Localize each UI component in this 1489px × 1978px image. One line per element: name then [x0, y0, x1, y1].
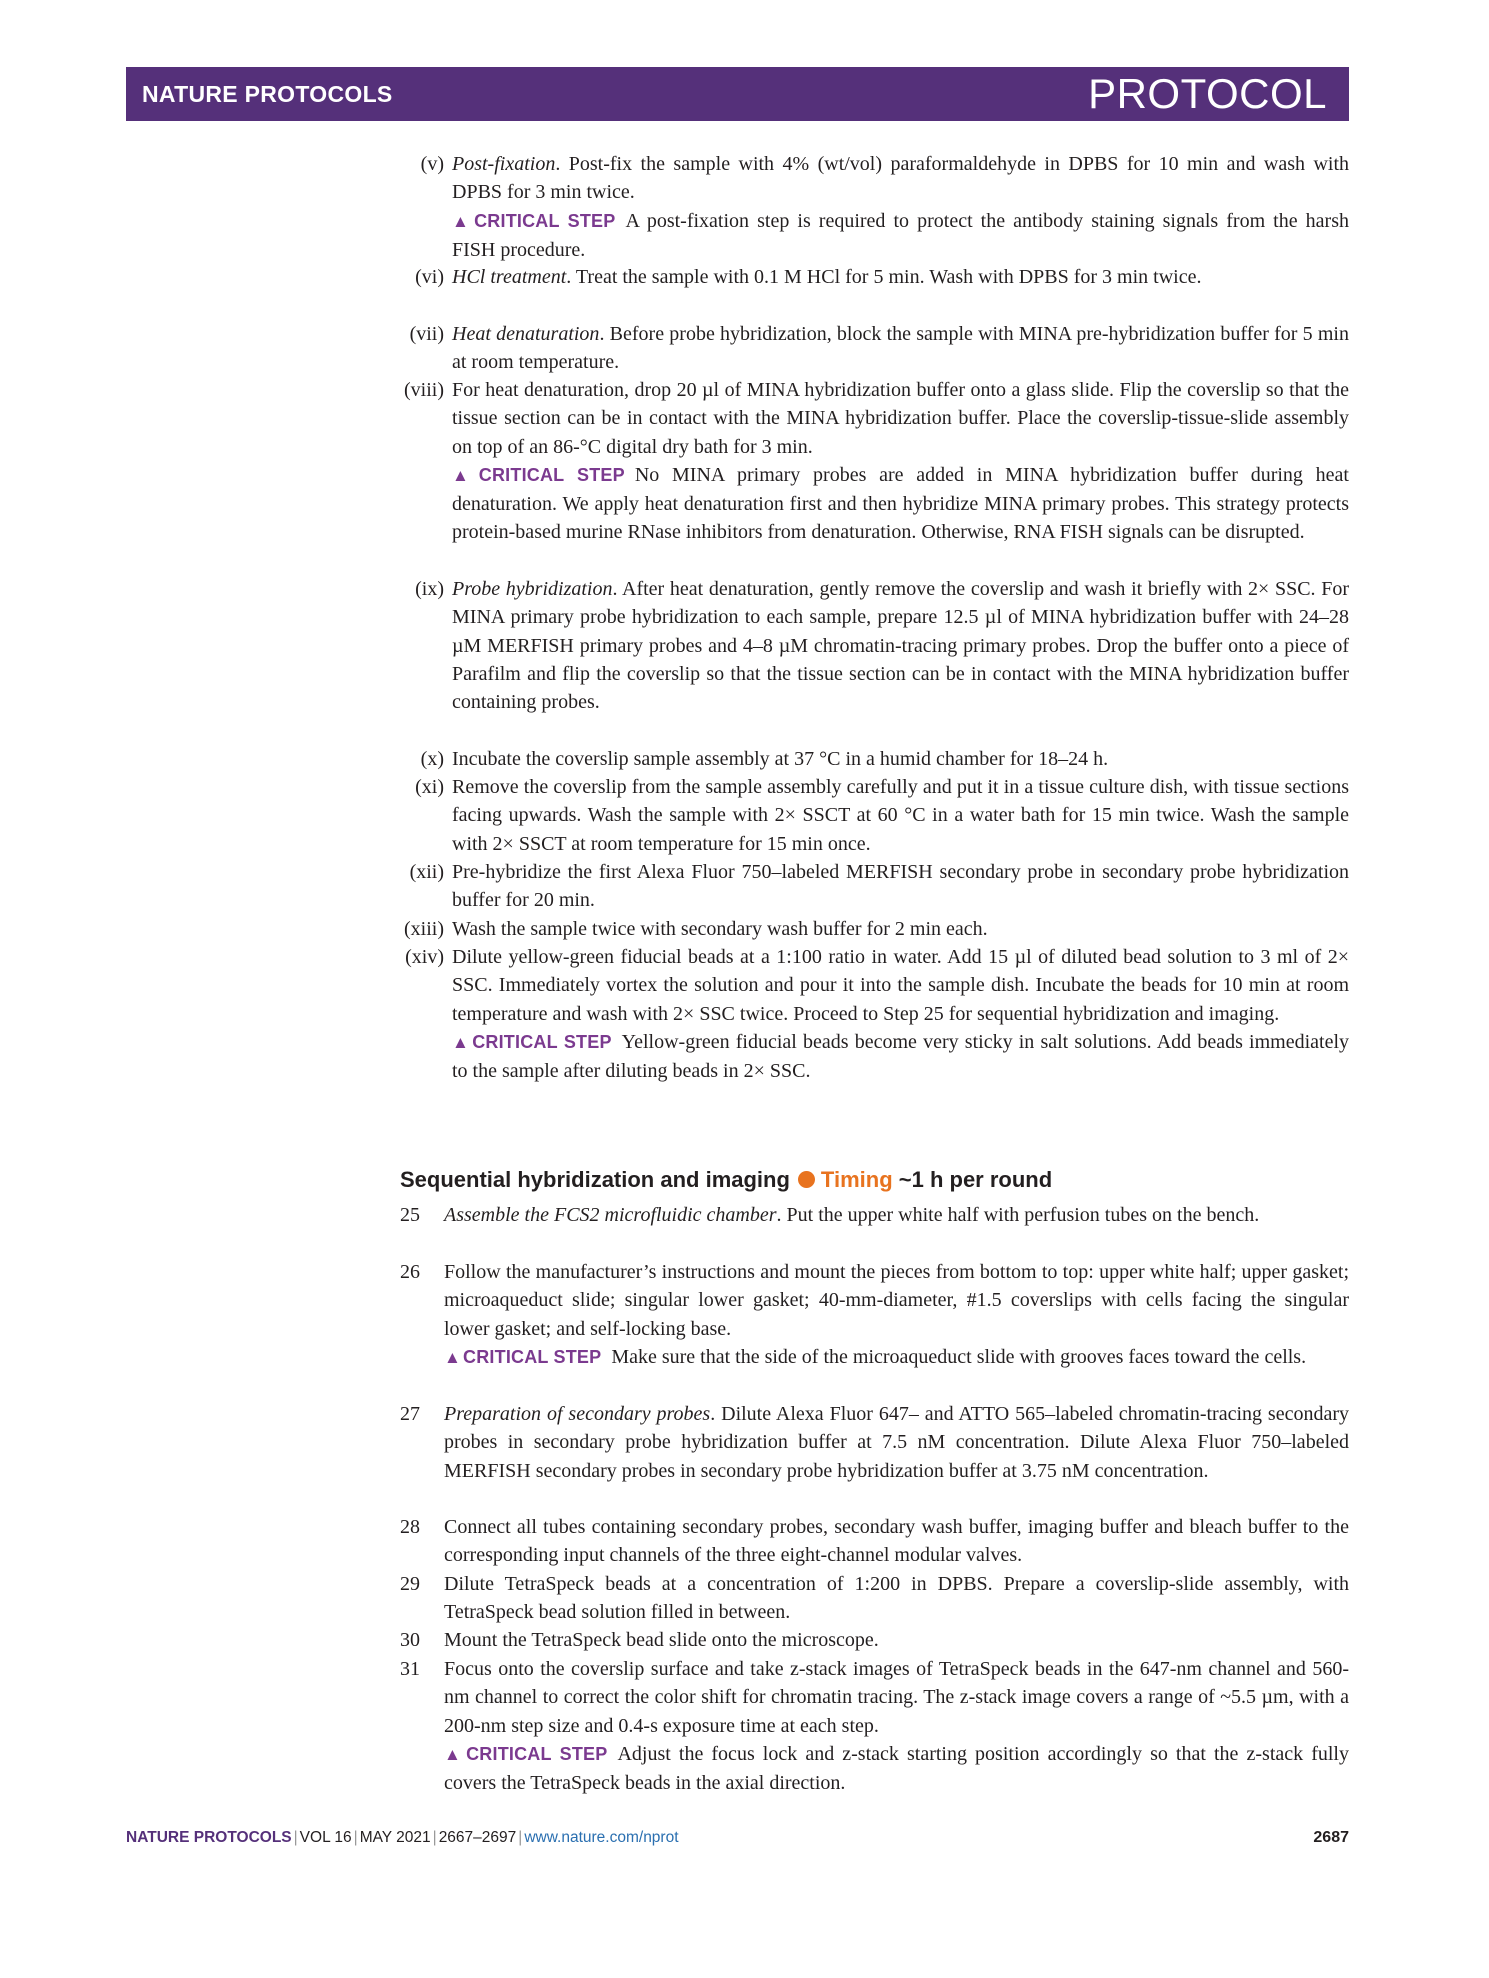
journal-name: NATURE PROTOCOLS [142, 81, 393, 107]
substep-xiii [404, 915, 1349, 943]
step-title: Assemble the FCS2 microfluidic chamber [444, 1204, 777, 1226]
critical-step-text: No MINA primary probes are added in MINA hybridization buffer during heat denaturation. We apply heat denaturation first and then hybridize MINA primary probes. This strategy protects protein-based murine RNase inhibitors from denaturation. Otherwise, RNA FISH signals can be disrupted. [452, 463, 1349, 544]
critical-step-text: Yellow-green fiducial beads become very sticky in salt solutions. Add beads immediately to the sample after diluting beads in 2× SSC. [452, 1030, 1350, 1083]
step-31 [400, 1655, 1349, 1797]
step-number: 31 [400, 1658, 420, 1680]
step-number: 29 [400, 1573, 420, 1595]
substep-text: . Before probe hybridization, block the sample with MINA pre-hybridization buffer for 5 min at room temperature. [452, 323, 1349, 374]
step-text: . Put the upper white half with perfusion tubes on the bench. [776, 1204, 1260, 1226]
substep-text: Pre-hybridize the first Alexa Fluor 750–labeled MERFISH secondary probe in secondary probe hybridization buffer for 20 min. [452, 861, 1349, 912]
footer-url-link[interactable]: www.nature.com/nprot [524, 1829, 679, 1846]
warning-triangle-icon: ▲ [452, 211, 473, 231]
critical-step-label: ▲ CRITICAL STEP [444, 1743, 608, 1764]
substep-xii [409, 858, 1349, 915]
critical-step-text: Adjust the focus lock and z-stack starting position accordingly so that the z-stack fully covers the TetraSpeck beads in the axial direction. [444, 1742, 1349, 1795]
step-number: 26 [400, 1261, 420, 1283]
substep-text: . After heat denaturation, gently remove the coverslip and wash it briefly with 2× SSC. For MINA primary probe hybridization to each sample, prepare 12.5 µl of MINA hybridization buffer with 24–28 µM MERFISH primary probes and 4–8 µM chromatin-tracing primary probes. Drop the buffer onto a piece of Parafilm and flip the coverslip so that the tissue section can be in contact with the MINA hybridization buffer containing probes. [452, 578, 1349, 714]
step-title: Preparation of secondary probes [444, 1403, 711, 1425]
critical-step-label: ▲ CRITICAL STEP [452, 1031, 612, 1052]
footer-journal: NATURE PROTOCOLS [126, 1829, 292, 1846]
step-26 [400, 1258, 1349, 1372]
substep-xi [415, 773, 1349, 858]
step-number: 25 [400, 1204, 420, 1226]
critical-step-label: ▲ CRITICAL STEP [452, 464, 625, 485]
footer-volume: VOL 16 [299, 1829, 352, 1846]
warning-triangle-icon: ▲ [444, 1347, 462, 1367]
substep-number: (xiii) [404, 918, 444, 940]
page-footer: NATURE PROTOCOLS | VOL 16 | MAY 2021 | 2667–2697 | www.nature.com/nprot 2687 [126, 1829, 1349, 1846]
timing-label: Timing [820, 1167, 893, 1192]
substep-text: Wash the sample twice with secondary wash buffer for 2 min each. [452, 918, 988, 940]
footer-date: MAY 2021 [359, 1829, 431, 1846]
warning-triangle-icon: ▲ [444, 1744, 465, 1764]
substep-xiv [405, 943, 1350, 1085]
warning-triangle-icon: ▲ [452, 1032, 471, 1052]
step-text: Dilute TetraSpeck beads at a concentration of 1:200 in DPBS. Prepare a coverslip-slide assembly, with TetraSpeck bead solution filled in between. [444, 1573, 1349, 1624]
substep-ix [415, 575, 1349, 716]
substep-text: . Post-fix the sample with 4% (wt/vol) paraformaldehyde in DPBS for 10 min and wash with DPBS for 3 min twice. [452, 153, 1349, 204]
substep-vii [409, 320, 1349, 377]
step-text: . Dilute Alexa Fluor 647– and ATTO 565–labeled chromatin-tracing secondary probes in secondary probe hybridization buffer at 7.5 nM concentration. Dilute Alexa Fluor 750–labeled MERFISH secondary probes in secondary probe hybridization buffer at 3.75 nM concentration. [444, 1403, 1349, 1482]
substep-number: (xiv) [405, 946, 444, 968]
substep-viii [404, 376, 1349, 547]
substep-number: (v) [420, 153, 444, 175]
substep-number: (xi) [415, 776, 444, 798]
substep-title: Post-fixation [452, 153, 556, 175]
step-30 [400, 1626, 1349, 1654]
substep-title: Heat denaturation [452, 323, 600, 345]
step-number: 28 [400, 1516, 420, 1538]
substep-number: (vi) [415, 266, 444, 288]
article-type: PROTOCOL [1088, 70, 1327, 117]
substep-number: (x) [420, 748, 444, 770]
step-29 [400, 1570, 1349, 1627]
section-heading [400, 1167, 1349, 1193]
substep-text: Dilute yellow-green fiducial beads at a 1:100 ratio in water. Add 15 µl of diluted bead solution to 3 ml of 2× SSC. Immediately vortex the solution and pour it into the sample dish. Incubate the beads for 10 min at room temperature and wash with 2× SSC twice. Proceed to Step 25 for sequential hybridization and imaging. [452, 946, 1349, 1025]
critical-step-label: ▲ CRITICAL STEP [452, 210, 616, 231]
section-title: Sequential hybridization and imaging [400, 1167, 790, 1192]
substep-text: . Treat the sample with 0.1 M HCl for 5 min. Wash with DPBS for 3 min twice. [566, 266, 1202, 288]
substep-text: Incubate the coverslip sample assembly at 37 °C in a humid chamber for 18–24 h. [452, 748, 1109, 770]
substep-number: (ix) [415, 578, 444, 600]
substep-vi [415, 263, 1349, 291]
substep-number: (vii) [409, 323, 444, 345]
step-text: Connect all tubes containing secondary probes, secondary wash buffer, imaging buffer and bleach buffer to the corresponding input channels of the three eight-channel modular valves. [444, 1516, 1349, 1567]
step-28 [400, 1513, 1349, 1570]
substep-title: Probe hybridization [452, 578, 613, 600]
step-25 [400, 1201, 1349, 1229]
step-text: Mount the TetraSpeck bead slide onto the microscope. [444, 1629, 879, 1651]
step-number: 27 [400, 1403, 420, 1425]
step-number: 30 [400, 1629, 420, 1651]
footer-pages: 2667–2697 [438, 1829, 517, 1846]
critical-step-label: ▲ CRITICAL STEP [444, 1346, 602, 1367]
substep-number: (viii) [404, 379, 444, 401]
step-27 [400, 1400, 1349, 1485]
critical-step-text: Make sure that the side of the microaqueduct slide with grooves faces toward the cells. [611, 1345, 1307, 1368]
substep-title: HCl treatment [452, 266, 567, 288]
step-text: Focus onto the coverslip surface and take z-stack images of TetraSpeck beads in the 647-nm channel and 560-nm channel to correct the color shift for chromatin tracing. The z-stack image covers a range of ~5.5 µm, with a 200-nm step size and 0.4-s exposure time at each step. [444, 1658, 1349, 1737]
substep-v [420, 150, 1349, 264]
critical-step-text: A post-fixation step is required to protect the antibody staining signals from the harsh FISH procedure. [452, 209, 1349, 261]
substep-text: Remove the coverslip from the sample assembly carefully and put it in a tissue culture dish, with tissue sections facing upwards. Wash the sample with 2× SSCT at 60 °C in a water bath for 15 min twice. Wash the sample with 2× SSCT at room temperature for 15 min once. [452, 776, 1349, 855]
timing-dot-icon [798, 1171, 815, 1188]
timing-value: ~1 h per round [898, 1167, 1053, 1192]
substep-text: For heat denaturation, drop 20 µl of MINA hybridization buffer onto a glass slide. Flip the coverslip so that the tissue section can be in contact with the MINA hybridization buffer. Place the coverslip-tissue-slide assembly on top of an 86-°C digital dry bath for 3 min. [452, 379, 1349, 458]
journal-header [126, 67, 1349, 121]
substep-number: (xii) [409, 861, 444, 883]
page-number: 2687 [1313, 1829, 1349, 1846]
step-text: Follow the manufacturer’s instructions and mount the pieces from bottom to top: upper white half; upper gasket; microaqueduct slide; singular lower gasket; 40-mm-diameter, #1.5 coverslips with cells facing the singular lower gasket; and self-locking base. [444, 1261, 1349, 1340]
warning-triangle-icon: ▲ [452, 465, 477, 485]
substep-x [420, 745, 1349, 773]
